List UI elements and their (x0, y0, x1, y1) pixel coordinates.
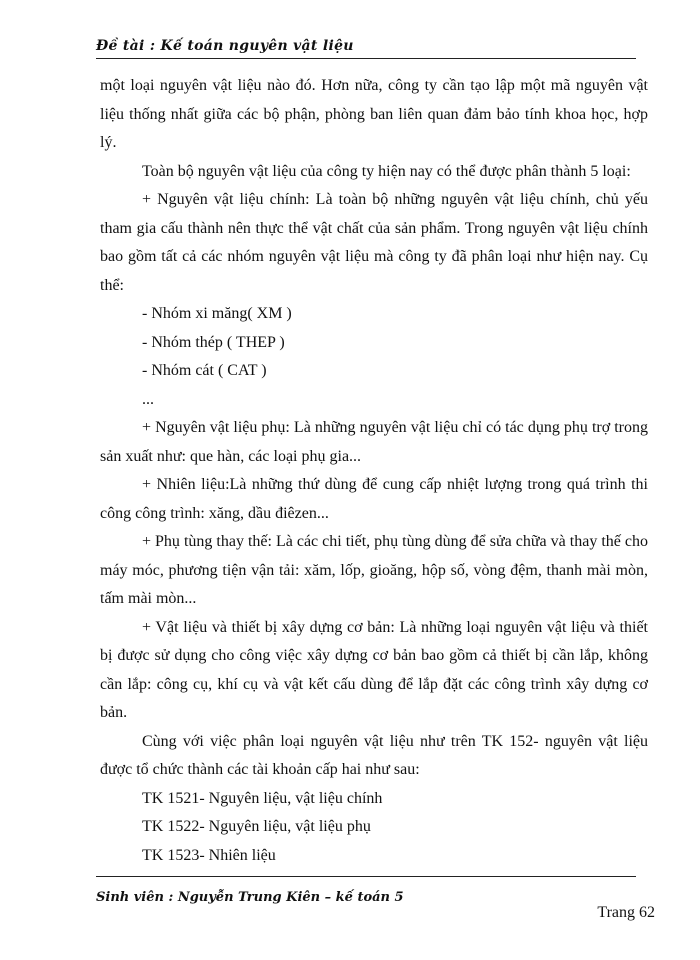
list-item-ellipsis: ... (142, 390, 154, 408)
paragraph-spare-parts: + Phụ tùng thay thế: Là các chi tiết, phụ tùng dùng để sửa chữa và thay thế cho máy móc, phương tiện vận tải: xăm, lốp, gioăng, hộp số, vòng đệm, thanh mài mòn, tấm mài mòn... (100, 533, 648, 607)
paragraph-material-main: + Nguyên vật liệu chính: Là toàn bộ những nguyên vật liệu chính, chủ yếu tham gia cấu thành nên thực thể vật chất của sản phẩm. Trong nguyên vật liệu chính bao gồm tất cả các nhóm nguyên vật liệu mà công ty đã phân loại như hiện nay. Cụ thể: (100, 191, 648, 294)
list-item: - Nhóm cát ( CAT ) (142, 362, 267, 379)
paragraph-accounts: Cùng với việc phân loại nguyên vật liệu như trên TK 152- nguyên vật liệu được tổ chức thành các tài khoản cấp hai như sau: (100, 732, 648, 778)
list-item: - Nhóm xi măng( XM ) (142, 305, 292, 322)
paragraph: một loại nguyên vật liệu nào đó. Hơn nữa, công ty cần tạo lập một mã nguyên vật liệu thống nhất giữa các bộ phận, phòng ban liên quan đảm bảo tính khoa học, hợp lý. (100, 77, 648, 151)
page-header-title: Đề tài : Kế toán nguyên vật liệu (96, 38, 354, 54)
account-item: TK 1522- Nguyên liệu, vật liệu phụ (142, 818, 371, 835)
list-item: - Nhóm thép ( THEP ) (142, 333, 285, 351)
paragraph-material-aux: + Nguyên vật liệu phụ: Là những nguyên vật liệu chỉ có tác dụng phụ trợ trong sản xuất như: que hàn, các loại phụ gia... (100, 419, 648, 465)
account-item: TK 1521- Nguyên liệu, vật liệu chính (142, 789, 383, 807)
account-item: TK 1523- Nhiên liệu (142, 846, 276, 864)
header-divider (96, 58, 636, 59)
paragraph: Toàn bộ nguyên vật liệu của công ty hiện nay có thể được phân thành 5 loại: (142, 162, 631, 180)
page-number: Trang 62 (597, 904, 655, 921)
footer-author: Sinh viên : Nguyễn Trung Kiên – kế toán 5 (96, 890, 404, 905)
footer-divider (96, 876, 636, 877)
document-body (100, 72, 648, 870)
paragraph-construction: + Vật liệu và thiết bị xây dựng cơ bản: Là những loại nguyên vật liệu và thiết bị được sử dụng cho công việc xây dựng cơ bản bao gồm cả thiết bị cần lắp, không cần lắp: công cụ, khí cụ và vật kết cấu dùng để lắp đặt các công trình xây dựng cơ bản. (100, 618, 648, 721)
paragraph-fuel: + Nhiên liệu:Là những thứ dùng để cung cấp nhiệt lượng trong quá trình thi công công trình: xăng, dầu điêzen... (100, 476, 648, 522)
